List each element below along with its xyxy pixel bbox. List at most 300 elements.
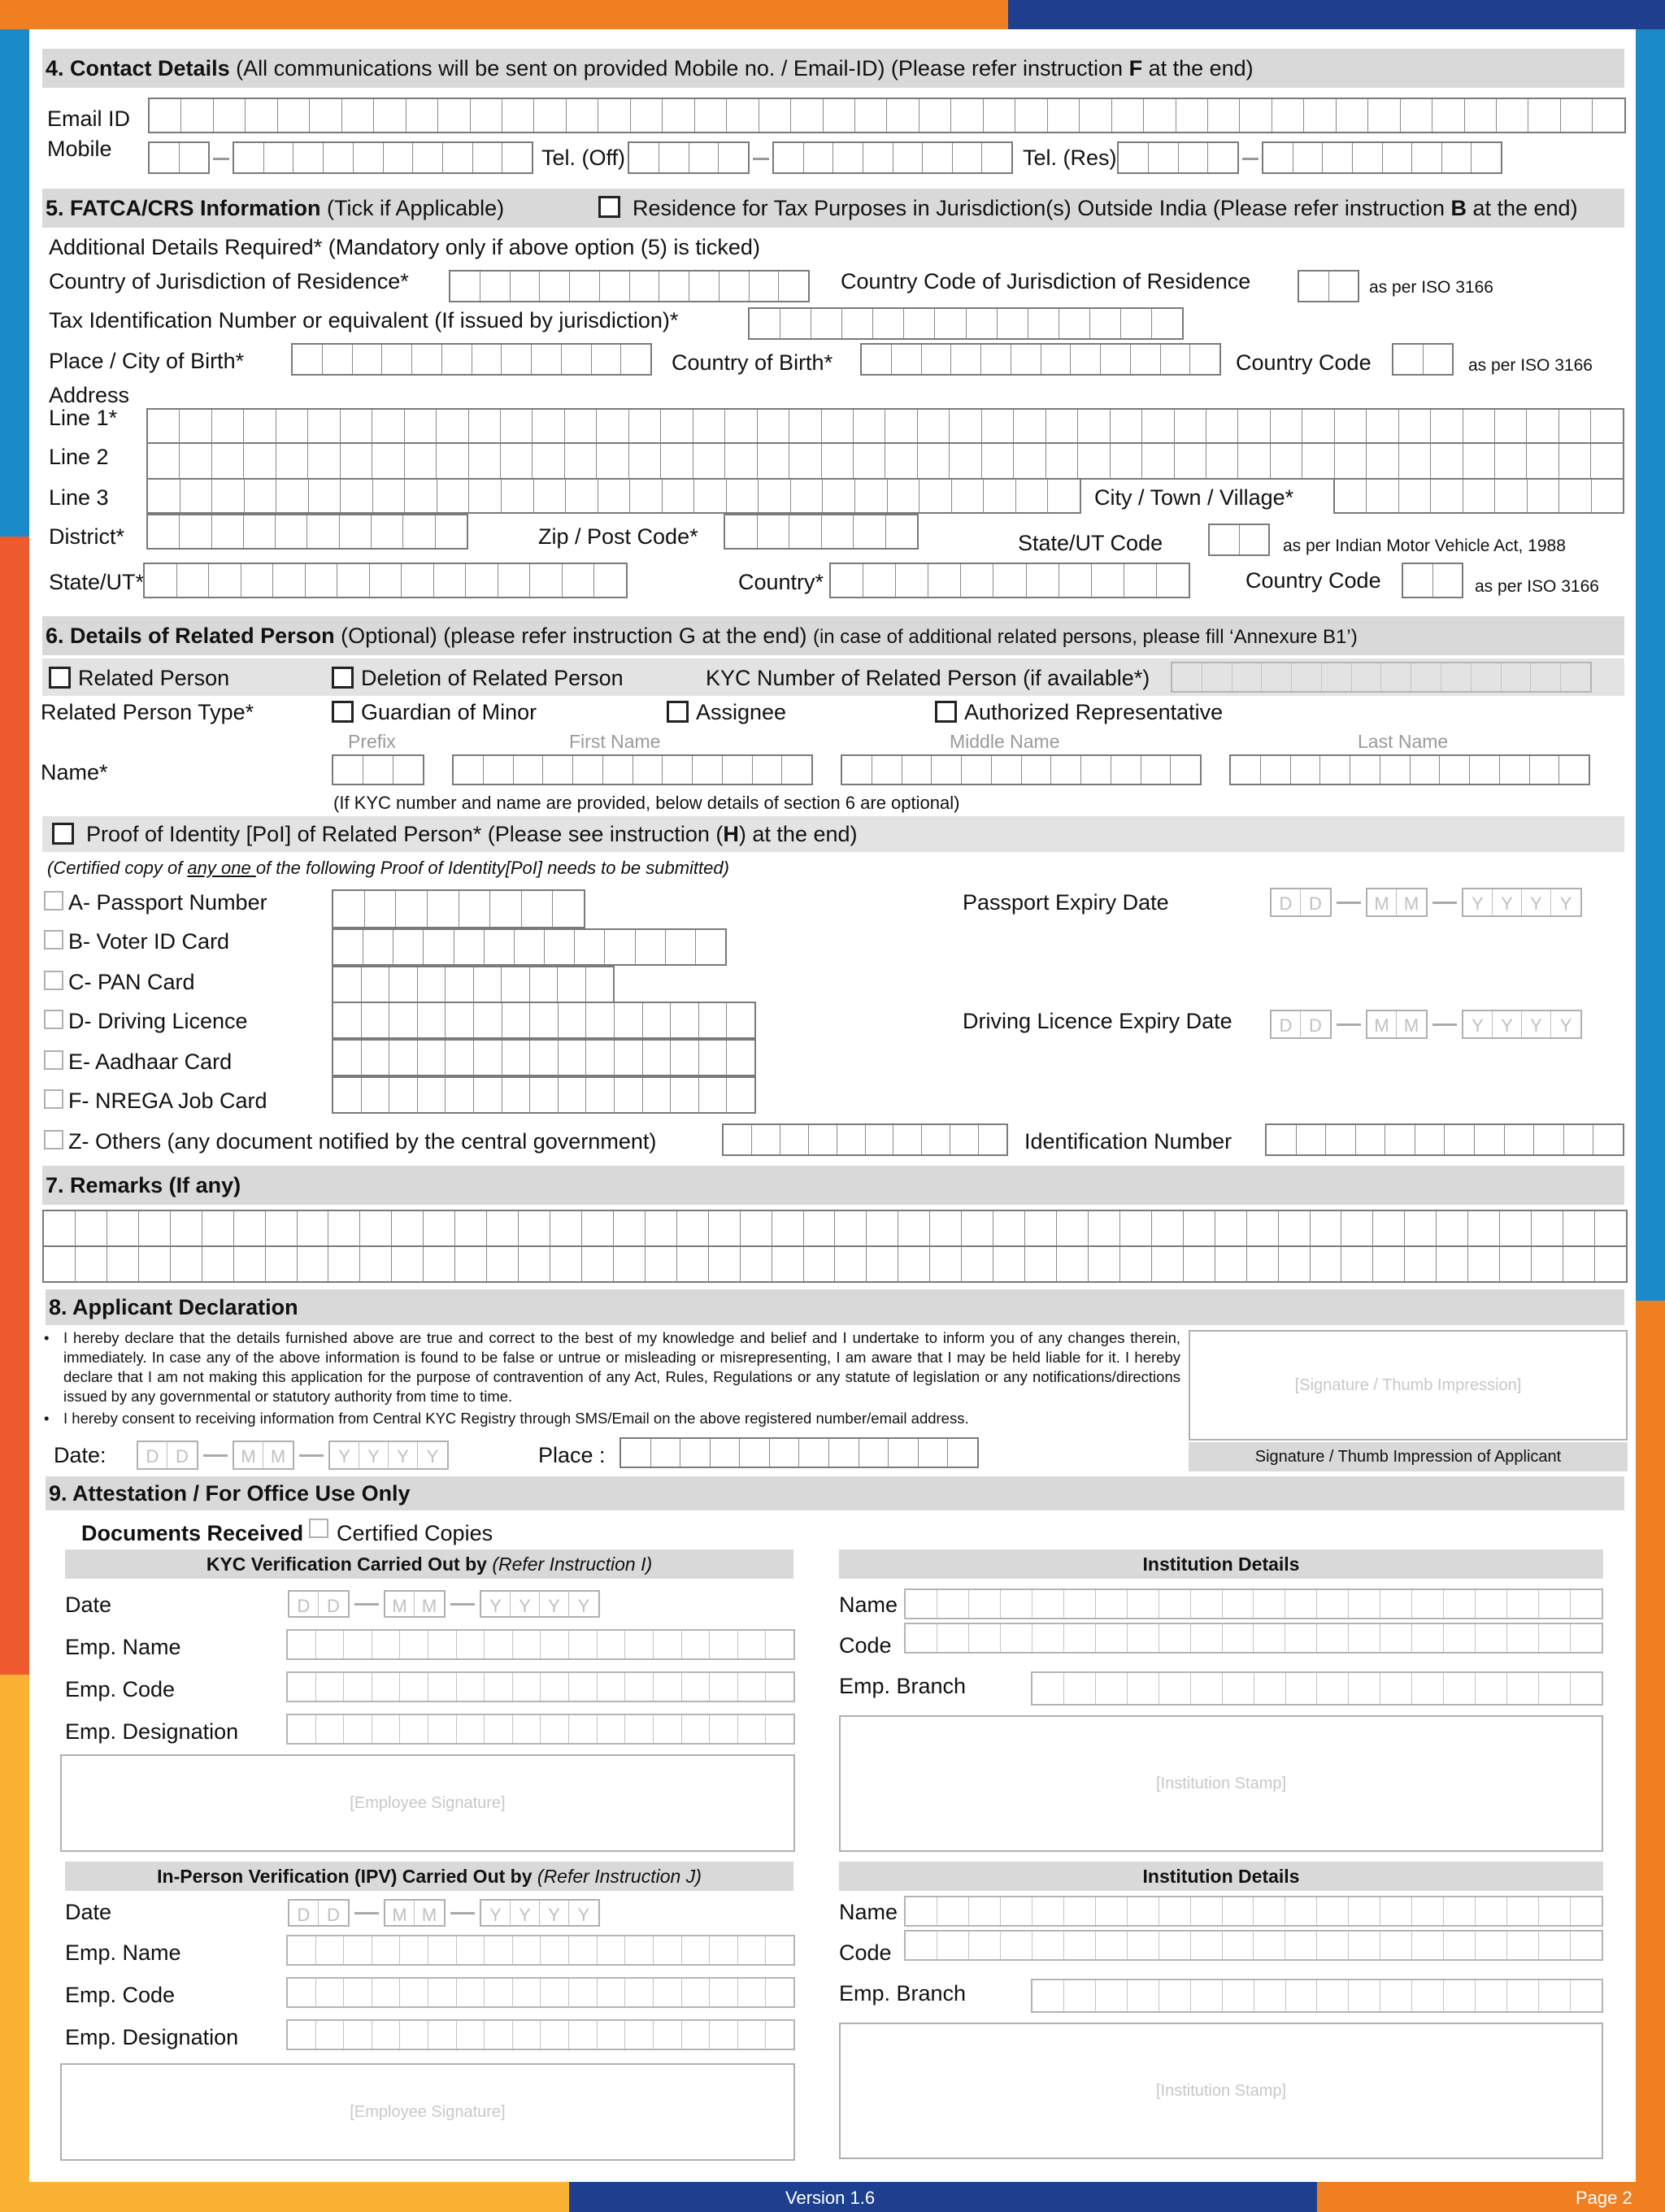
- char-cell[interactable]: [1571, 1897, 1602, 1925]
- char-cell[interactable]: [519, 1211, 550, 1245]
- char-cell[interactable]: [823, 480, 855, 512]
- char-cell[interactable]: [654, 1715, 682, 1743]
- char-cell[interactable]: [1051, 756, 1081, 784]
- char-cell[interactable]: [710, 1936, 738, 1964]
- char-cell[interactable]: [1539, 1673, 1571, 1704]
- char-cell[interactable]: [1121, 309, 1152, 338]
- char-cell[interactable]: [1025, 1247, 1057, 1281]
- char-cell[interactable]: [1564, 1125, 1594, 1154]
- char-cell[interactable]: [541, 1673, 569, 1701]
- doc-d-checkbox[interactable]: [44, 1010, 63, 1029]
- char-cell[interactable]: [780, 1125, 809, 1154]
- char-cell[interactable]: [586, 1078, 615, 1112]
- char-cell[interactable]: [842, 309, 873, 338]
- char-cell[interactable]: [1223, 1590, 1254, 1618]
- char-cell[interactable]: [145, 564, 177, 597]
- char-cell[interactable]: [630, 480, 663, 512]
- char-cell[interactable]: [469, 444, 501, 478]
- char-cell[interactable]: [937, 1932, 969, 1959]
- char-cell[interactable]: [245, 480, 277, 512]
- remarks-line1-field[interactable]: [42, 1210, 1628, 1247]
- char-cell[interactable]: [1011, 345, 1041, 374]
- fatca-residence-checkbox[interactable]: [598, 196, 620, 218]
- char-cell[interactable]: [1476, 1980, 1507, 2011]
- char-cell[interactable]: [328, 1247, 360, 1281]
- char-cell[interactable]: [935, 309, 966, 338]
- char-cell[interactable]: [663, 756, 693, 784]
- char-cell[interactable]: [454, 930, 485, 964]
- char-cell[interactable]: [553, 891, 584, 927]
- char-cell[interactable]: [1341, 1247, 1373, 1281]
- char-cell[interactable]: [699, 1003, 728, 1037]
- char-cell[interactable]: [180, 444, 211, 478]
- char-cell[interactable]: [150, 99, 181, 132]
- ipv-inst-branch-field[interactable]: [1031, 1979, 1603, 2013]
- char-cell[interactable]: [1285, 1624, 1317, 1652]
- char-cell[interactable]: [727, 1078, 754, 1112]
- char-cell[interactable]: [44, 1247, 76, 1281]
- char-cell[interactable]: [450, 272, 480, 301]
- char-cell[interactable]: [1442, 143, 1472, 172]
- char-cell[interactable]: [979, 1125, 1006, 1154]
- char-cell[interactable]: [937, 1897, 969, 1925]
- char-cell[interactable]: [898, 1247, 930, 1281]
- char-cell[interactable]: [1563, 1211, 1595, 1245]
- char-cell[interactable]: [625, 1936, 654, 1964]
- char-cell[interactable]: [457, 1673, 485, 1701]
- char-cell[interactable]: [1495, 444, 1527, 478]
- char-cell[interactable]: [1539, 1624, 1571, 1652]
- char-cell[interactable]: [1412, 1897, 1444, 1925]
- char-cell[interactable]: [1159, 1673, 1191, 1704]
- char-cell[interactable]: [1064, 1624, 1096, 1652]
- char-cell[interactable]: [337, 564, 370, 597]
- char-cell[interactable]: [1119, 143, 1149, 172]
- tel-res-std-field[interactable]: [1117, 141, 1239, 174]
- char-cell[interactable]: [738, 1936, 767, 1964]
- char-cell[interactable]: [1463, 480, 1495, 512]
- char-cell[interactable]: [646, 1247, 677, 1281]
- char-cell[interactable]: [1271, 410, 1302, 442]
- char-cell[interactable]: [513, 1936, 541, 1964]
- char-cell[interactable]: [597, 410, 628, 442]
- char-cell[interactable]: [1112, 99, 1144, 132]
- char-cell[interactable]: [930, 1211, 962, 1245]
- char-cell[interactable]: [835, 1211, 867, 1245]
- char-cell[interactable]: [759, 480, 791, 512]
- char-cell[interactable]: [437, 480, 470, 512]
- char-cell[interactable]: [384, 143, 414, 172]
- char-cell[interactable]: [502, 1041, 531, 1075]
- pan-field[interactable]: [332, 966, 615, 1003]
- char-cell[interactable]: [950, 410, 981, 442]
- char-cell[interactable]: [1015, 99, 1047, 132]
- char-cell[interactable]: [1444, 1673, 1476, 1704]
- address-line3-field[interactable]: [146, 478, 1081, 514]
- char-cell[interactable]: [758, 444, 789, 478]
- char-cell[interactable]: [202, 1211, 234, 1245]
- char-cell[interactable]: [682, 1673, 711, 1701]
- char-cell[interactable]: [533, 444, 564, 478]
- char-cell[interactable]: [582, 1247, 614, 1281]
- authorized-checkbox[interactable]: [935, 701, 957, 723]
- char-cell[interactable]: [710, 1715, 738, 1743]
- char-cell[interactable]: [982, 444, 1014, 478]
- char-cell[interactable]: [625, 2021, 654, 2049]
- char-cell[interactable]: [1171, 756, 1200, 784]
- char-cell[interactable]: [1322, 663, 1352, 691]
- char-cell[interactable]: [631, 99, 663, 132]
- char-cell[interactable]: [1559, 756, 1589, 784]
- char-cell[interactable]: [1411, 663, 1441, 691]
- char-cell[interactable]: [1380, 756, 1411, 784]
- char-cell[interactable]: [682, 1936, 711, 1964]
- ipv-emp-code-field[interactable]: [286, 1977, 795, 2008]
- char-cell[interactable]: [1206, 410, 1238, 442]
- char-cell[interactable]: [770, 1439, 800, 1467]
- char-cell[interactable]: [244, 410, 276, 442]
- char-cell[interactable]: [689, 143, 719, 172]
- char-cell[interactable]: [209, 564, 241, 597]
- char-cell[interactable]: [654, 2021, 682, 2049]
- char-cell[interactable]: [1326, 1125, 1356, 1154]
- char-cell[interactable]: [310, 99, 341, 132]
- char-cell[interactable]: [892, 345, 922, 374]
- char-cell[interactable]: [1267, 1125, 1297, 1154]
- char-cell[interactable]: [244, 444, 276, 478]
- char-cell[interactable]: [1317, 1897, 1349, 1925]
- char-cell[interactable]: [680, 1439, 711, 1467]
- char-cell[interactable]: [418, 1003, 446, 1037]
- char-cell[interactable]: [457, 1715, 485, 1743]
- char-cell[interactable]: [1064, 1932, 1096, 1959]
- char-cell[interactable]: [1263, 143, 1293, 172]
- char-cell[interactable]: [530, 967, 559, 1002]
- char-cell[interactable]: [906, 1624, 937, 1652]
- char-cell[interactable]: [471, 99, 502, 132]
- char-cell[interactable]: [457, 1631, 485, 1658]
- char-cell[interactable]: [804, 1211, 836, 1245]
- char-cell[interactable]: [831, 564, 863, 597]
- char-cell[interactable]: [896, 564, 928, 597]
- char-cell[interactable]: [766, 1631, 793, 1658]
- char-cell[interactable]: [44, 1211, 76, 1245]
- char-cell[interactable]: [446, 1003, 474, 1037]
- char-cell[interactable]: [719, 143, 748, 172]
- char-cell[interactable]: [1335, 480, 1367, 512]
- prefix-field[interactable]: [332, 754, 424, 785]
- char-cell[interactable]: [1191, 1980, 1223, 2011]
- char-cell[interactable]: [1223, 1624, 1254, 1652]
- tel-off-field[interactable]: [772, 141, 1013, 174]
- char-cell[interactable]: [855, 480, 888, 512]
- char-cell[interactable]: [1383, 143, 1413, 172]
- declaration-place-field[interactable]: [619, 1437, 979, 1468]
- char-cell[interactable]: [633, 756, 663, 784]
- char-cell[interactable]: [1128, 1624, 1159, 1652]
- char-cell[interactable]: [333, 1078, 362, 1112]
- char-cell[interactable]: [1472, 663, 1502, 691]
- char-cell[interactable]: [1081, 756, 1111, 784]
- char-cell[interactable]: [984, 480, 1016, 512]
- char-cell[interactable]: [738, 1979, 767, 2006]
- char-cell[interactable]: [1175, 410, 1206, 442]
- char-cell[interactable]: [177, 564, 210, 597]
- kyc-institution-stamp-box[interactable]: [Institution Stamp]: [839, 1715, 1603, 1852]
- char-cell[interactable]: [598, 1936, 626, 1964]
- char-cell[interactable]: [1399, 480, 1431, 512]
- char-cell[interactable]: [629, 143, 659, 172]
- kyc-date[interactable]: D D M M Y Y Y Y: [288, 1590, 600, 1618]
- char-cell[interactable]: [562, 345, 592, 374]
- address-line2-field[interactable]: [146, 442, 1624, 480]
- char-cell[interactable]: [389, 1041, 418, 1075]
- char-cell[interactable]: [363, 756, 393, 784]
- char-cell[interactable]: [1078, 444, 1110, 478]
- char-cell[interactable]: [406, 99, 438, 132]
- char-cell[interactable]: [872, 756, 902, 784]
- char-cell[interactable]: [1304, 99, 1336, 132]
- char-cell[interactable]: [1527, 444, 1558, 478]
- char-cell[interactable]: [1279, 1211, 1311, 1245]
- char-cell[interactable]: [727, 480, 759, 512]
- char-cell[interactable]: [693, 444, 725, 478]
- tin-field[interactable]: [748, 307, 1184, 340]
- char-cell[interactable]: [586, 1041, 615, 1075]
- char-cell[interactable]: [1238, 410, 1270, 442]
- char-cell[interactable]: [308, 410, 340, 442]
- char-cell[interactable]: [1096, 1590, 1128, 1618]
- char-cell[interactable]: [436, 515, 467, 548]
- char-cell[interactable]: [1286, 1673, 1318, 1704]
- char-cell[interactable]: [950, 444, 981, 478]
- char-cell[interactable]: [969, 1624, 1001, 1652]
- char-cell[interactable]: [677, 1247, 709, 1281]
- char-cell[interactable]: [904, 309, 935, 338]
- char-cell[interactable]: [558, 967, 586, 1002]
- char-cell[interactable]: [372, 1936, 401, 1964]
- char-cell[interactable]: [598, 1631, 626, 1658]
- char-cell[interactable]: [1329, 272, 1359, 301]
- char-cell[interactable]: [791, 480, 824, 512]
- char-cell[interactable]: [854, 515, 886, 548]
- char-cell[interactable]: [710, 2021, 738, 2049]
- char-cell[interactable]: [501, 410, 533, 442]
- char-cell[interactable]: [906, 1932, 937, 1959]
- char-cell[interactable]: [459, 891, 491, 927]
- char-cell[interactable]: [918, 444, 950, 478]
- char-cell[interactable]: [625, 1715, 654, 1743]
- char-cell[interactable]: [710, 1979, 738, 2006]
- char-cell[interactable]: [615, 1041, 643, 1075]
- char-cell[interactable]: [586, 1003, 615, 1037]
- char-cell[interactable]: [992, 756, 1022, 784]
- char-cell[interactable]: [1159, 1932, 1191, 1959]
- char-cell[interactable]: [789, 444, 821, 478]
- char-cell[interactable]: [502, 1078, 531, 1112]
- char-cell[interactable]: [428, 1631, 457, 1658]
- char-cell[interactable]: [937, 1624, 969, 1652]
- char-cell[interactable]: [362, 967, 390, 1002]
- char-cell[interactable]: [867, 1211, 898, 1245]
- char-cell[interactable]: [967, 309, 998, 338]
- char-cell[interactable]: [1157, 564, 1189, 597]
- char-cell[interactable]: [937, 1590, 969, 1618]
- char-cell[interactable]: [244, 515, 276, 548]
- char-cell[interactable]: [981, 345, 1011, 374]
- char-cell[interactable]: [1349, 1932, 1380, 1959]
- char-cell[interactable]: [418, 967, 446, 1002]
- char-cell[interactable]: [1320, 756, 1350, 784]
- char-cell[interactable]: [738, 1715, 767, 1743]
- char-cell[interactable]: [854, 410, 885, 442]
- char-cell[interactable]: [1381, 663, 1411, 691]
- char-cell[interactable]: [1048, 480, 1080, 512]
- char-cell[interactable]: [1152, 1247, 1184, 1281]
- char-cell[interactable]: [629, 410, 661, 442]
- char-cell[interactable]: [563, 564, 595, 597]
- char-cell[interactable]: [1367, 480, 1398, 512]
- char-cell[interactable]: [1152, 1211, 1184, 1245]
- char-cell[interactable]: [466, 564, 498, 597]
- char-cell[interactable]: [1101, 345, 1131, 374]
- char-cell[interactable]: [582, 1211, 614, 1245]
- char-cell[interactable]: [1444, 1897, 1476, 1925]
- char-cell[interactable]: [1111, 756, 1141, 784]
- doc-e-checkbox[interactable]: [44, 1050, 63, 1070]
- char-cell[interactable]: [533, 410, 564, 442]
- char-cell[interactable]: [372, 1979, 401, 2006]
- last-name-field[interactable]: [1229, 754, 1590, 785]
- char-cell[interactable]: [1507, 1590, 1539, 1618]
- char-cell[interactable]: [1412, 1980, 1444, 2011]
- char-cell[interactable]: [543, 756, 573, 784]
- char-cell[interactable]: [1111, 410, 1142, 442]
- char-cell[interactable]: [1595, 1247, 1626, 1281]
- char-cell[interactable]: [867, 1247, 898, 1281]
- char-cell[interactable]: [1048, 99, 1080, 132]
- char-cell[interactable]: [148, 480, 180, 512]
- char-cell[interactable]: [982, 410, 1014, 442]
- char-cell[interactable]: [661, 444, 693, 478]
- char-cell[interactable]: [428, 1673, 457, 1701]
- char-cell[interactable]: [490, 891, 522, 927]
- char-cell[interactable]: [1475, 1125, 1505, 1154]
- char-cell[interactable]: [1335, 410, 1367, 442]
- char-cell[interactable]: [565, 444, 597, 478]
- country-code-field[interactable]: [1392, 343, 1454, 376]
- char-cell[interactable]: [316, 1936, 345, 1964]
- passport-expiry-date[interactable]: D D M M Y Y Y Y: [1270, 888, 1582, 917]
- country-field[interactable]: [829, 563, 1190, 598]
- country-code-jurisdiction-field[interactable]: [1298, 270, 1359, 302]
- char-cell[interactable]: [393, 756, 423, 784]
- char-cell[interactable]: [298, 1211, 329, 1245]
- char-cell[interactable]: [586, 967, 614, 1002]
- char-cell[interactable]: [804, 1247, 836, 1281]
- char-cell[interactable]: [918, 410, 950, 442]
- char-cell[interactable]: [455, 1211, 487, 1245]
- char-cell[interactable]: [758, 515, 790, 548]
- middle-name-field[interactable]: [841, 754, 1202, 785]
- char-cell[interactable]: [600, 272, 630, 301]
- char-cell[interactable]: [1064, 1897, 1096, 1925]
- char-cell[interactable]: [682, 2021, 711, 2049]
- char-cell[interactable]: [598, 480, 631, 512]
- char-cell[interactable]: [952, 480, 985, 512]
- char-cell[interactable]: [1191, 1932, 1223, 1959]
- char-cell[interactable]: [1184, 1211, 1215, 1245]
- char-cell[interactable]: [372, 444, 404, 478]
- ipv-inst-name-field[interactable]: [904, 1896, 1603, 1927]
- char-cell[interactable]: [402, 564, 434, 597]
- char-cell[interactable]: [1210, 525, 1240, 554]
- char-cell[interactable]: [1497, 99, 1528, 132]
- char-cell[interactable]: [1247, 1247, 1279, 1281]
- kyc-emp-name-field[interactable]: [286, 1629, 795, 1660]
- char-cell[interactable]: [893, 143, 924, 172]
- char-cell[interactable]: [1463, 444, 1495, 478]
- kyc-inst-code-field[interactable]: [904, 1623, 1603, 1654]
- char-cell[interactable]: [474, 1003, 502, 1037]
- char-cell[interactable]: [288, 1936, 316, 1964]
- char-cell[interactable]: [1279, 1247, 1311, 1281]
- char-cell[interactable]: [1412, 143, 1442, 172]
- char-cell[interactable]: [780, 309, 811, 338]
- char-cell[interactable]: [1507, 1897, 1539, 1925]
- char-cell[interactable]: [363, 930, 393, 964]
- char-cell[interactable]: [993, 1211, 1025, 1245]
- ipv-emp-designation-field[interactable]: [286, 2019, 795, 2050]
- char-cell[interactable]: [598, 99, 630, 132]
- char-cell[interactable]: [1507, 1624, 1539, 1652]
- char-cell[interactable]: [1032, 1980, 1064, 2011]
- char-cell[interactable]: [541, 1979, 569, 2006]
- char-cell[interactable]: [1111, 444, 1142, 478]
- char-cell[interactable]: [569, 1936, 598, 1964]
- char-cell[interactable]: [1563, 1247, 1595, 1281]
- char-cell[interactable]: [598, 1979, 626, 2006]
- char-cell[interactable]: [362, 1003, 390, 1037]
- char-cell[interactable]: [502, 480, 534, 512]
- char-cell[interactable]: [180, 515, 211, 548]
- char-cell[interactable]: [829, 1439, 859, 1467]
- char-cell[interactable]: [758, 410, 789, 442]
- assignee-checkbox[interactable]: [667, 701, 689, 723]
- char-cell[interactable]: [139, 1211, 171, 1245]
- char-cell[interactable]: [1415, 1125, 1445, 1154]
- char-cell[interactable]: [889, 1439, 919, 1467]
- char-cell[interactable]: [1380, 1932, 1412, 1959]
- char-cell[interactable]: [1593, 1125, 1623, 1154]
- char-cell[interactable]: [659, 272, 689, 301]
- char-cell[interactable]: [1431, 410, 1463, 442]
- char-cell[interactable]: [1159, 1624, 1191, 1652]
- char-cell[interactable]: [575, 930, 605, 964]
- char-cell[interactable]: [266, 1247, 298, 1281]
- char-cell[interactable]: [906, 1897, 937, 1925]
- char-cell[interactable]: [1437, 1211, 1468, 1245]
- char-cell[interactable]: [469, 410, 501, 442]
- char-cell[interactable]: [107, 1247, 139, 1281]
- char-cell[interactable]: [1444, 1980, 1476, 2011]
- char-cell[interactable]: [333, 930, 363, 964]
- char-cell[interactable]: [621, 345, 650, 374]
- char-cell[interactable]: [389, 1003, 418, 1037]
- char-cell[interactable]: [962, 756, 992, 784]
- char-cell[interactable]: [276, 480, 309, 512]
- char-cell[interactable]: [307, 515, 339, 548]
